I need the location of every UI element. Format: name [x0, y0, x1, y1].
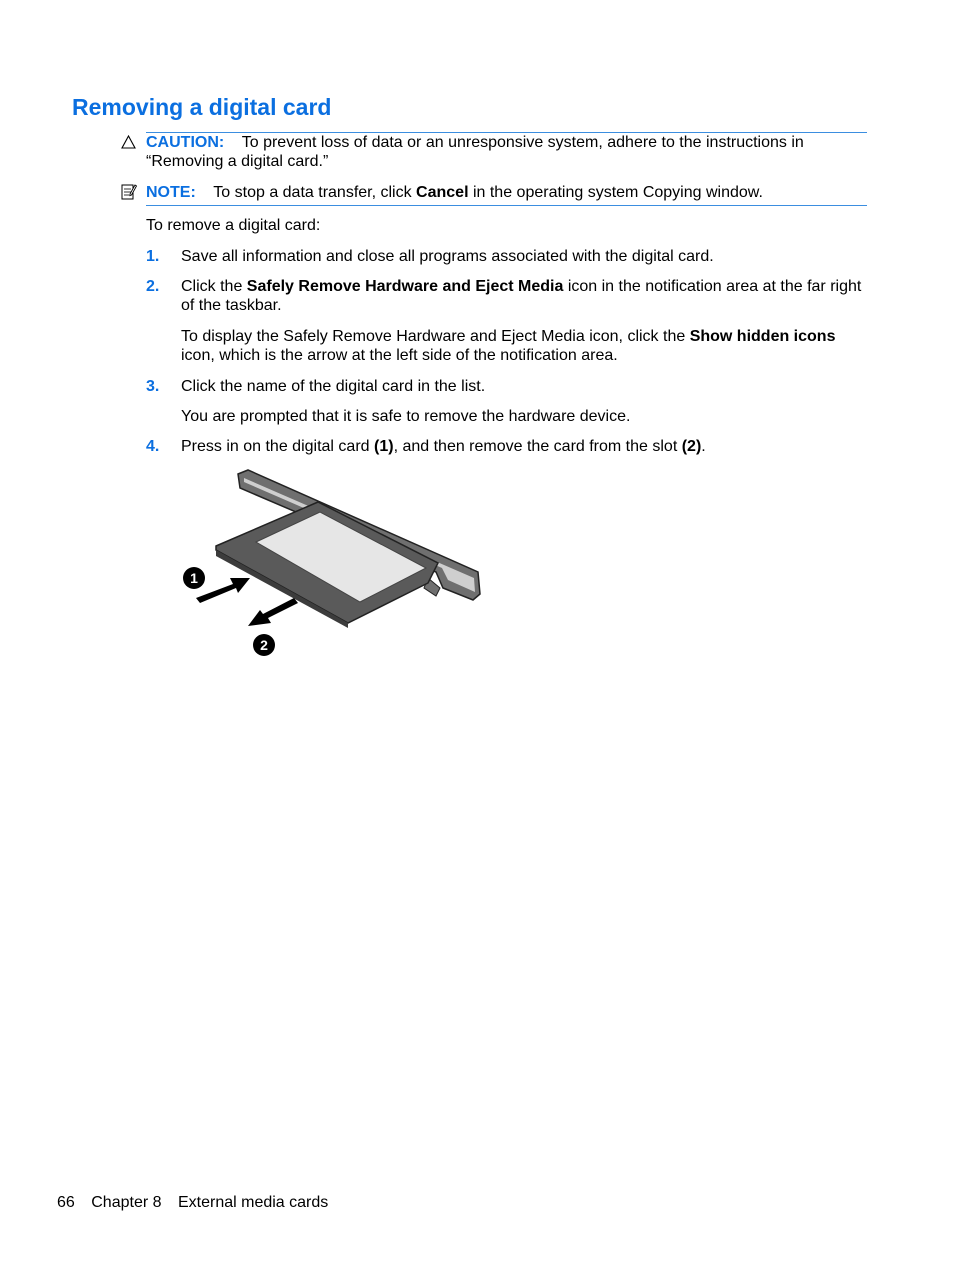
note-label: NOTE: — [146, 184, 196, 201]
step-text-before: Press in on the digital card — [181, 438, 374, 455]
step-bold-2: (2) — [681, 438, 702, 455]
step-2-detail — [181, 327, 871, 365]
step-text-before: Click the — [181, 278, 247, 295]
callout-1-text: 1 — [190, 570, 198, 586]
step-number: 1. — [146, 248, 160, 265]
step-3-detail: You are prompted that it is safe to remove the hardware device. — [181, 408, 631, 425]
caution-label: CAUTION: — [146, 134, 225, 151]
step-bold-1: (1) — [374, 438, 394, 455]
footer-chapter-title: External media cards — [177, 1194, 329, 1211]
step-text — [181, 437, 871, 456]
step-text — [181, 277, 871, 315]
step-2 — [146, 277, 871, 315]
page-footer — [57, 1193, 340, 1212]
sub-bold: Show hidden icons — [689, 328, 836, 345]
step-number: 4. — [146, 438, 160, 455]
step-text-after: icon in the notification area at the far right of the taskbar. — [181, 278, 862, 314]
step-text: Save all information and close all programs associated with the digital card. — [181, 248, 714, 265]
callout-2-text: 2 — [260, 637, 268, 653]
caution-notice — [146, 132, 867, 171]
step-text-mid: , and then remove the card from the slot — [393, 438, 682, 455]
step-3 — [146, 377, 871, 396]
step-number: 3. — [146, 378, 160, 395]
intro-text: To remove a digital card: — [146, 217, 321, 234]
step-number: 2. — [146, 278, 160, 295]
note-text-before: To stop a data transfer, click — [213, 184, 417, 201]
note-notice — [146, 183, 867, 206]
footer-chapter: Chapter 8 — [91, 1194, 162, 1211]
step-text-after: . — [701, 438, 706, 455]
note-text-after: in the operating system Copying window. — [468, 184, 763, 201]
step-1 — [146, 247, 871, 266]
sub-text-before: To display the Safely Remove Hardware and Eject Media icon, click the — [181, 328, 690, 345]
section-title: Removing a digital card — [72, 94, 332, 120]
note-bold: Cancel — [416, 184, 469, 201]
page-number: 66 — [57, 1194, 75, 1211]
sd-card-illustration — [216, 502, 438, 628]
remove-arrow-icon — [248, 598, 298, 626]
caution-text: To prevent loss of data or an unresponsive system, adhere to the instructions in “Removing a digital card.” — [146, 134, 804, 170]
step-bold: Safely Remove Hardware and Eject Media — [246, 278, 564, 295]
note-pad-icon — [121, 183, 137, 200]
step-4 — [146, 437, 871, 456]
sub-text-after: icon, which is the arrow at the left side of the notification area. — [181, 347, 618, 364]
step-text: Click the name of the digital card in the list. — [181, 378, 486, 395]
digital-card-illustration — [178, 468, 488, 663]
warning-triangle-icon — [121, 135, 136, 149]
